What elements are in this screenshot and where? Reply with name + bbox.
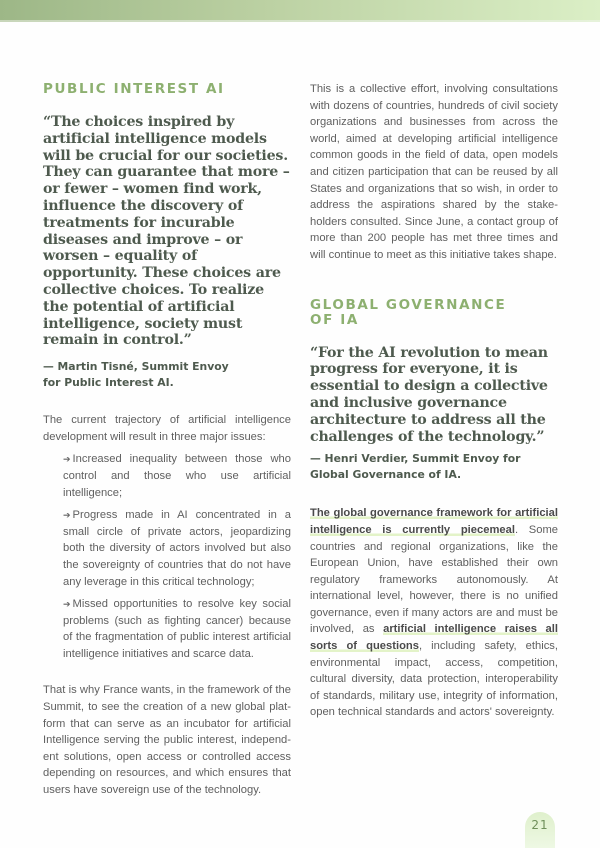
highlighted-text: artificial intelligence raises all sorts of questions [310, 623, 558, 653]
closing-paragraph: That is why France wants, in the framework of the Summit, to see the creation of a new global platform that can serve as an incubator for artificial Intelligence serving the public interest, independent solutions, open access or controlled access depending on resources, and which ensures that users have sovereign use of the technology. [43, 684, 291, 797]
pull-quote: “For the AI revolution to mean progress for everyone, it is essential to design a collective and inclusive governance architecture to address all the challenges of the technology.” [310, 344, 548, 445]
governance-paragraph: The global governance framework for artificial intelligence is currently piecemeal. Some countries and regional organizations, like the European Union, have established their own regulatory frameworks autonomously. At international level, however, there is no unified governance, even if many actors are and must be involved, as artificial intelligence raises all sorts of questions, including safety, ethics, environmental impact, access, competition, cultural diversity, data protection, interoperability of standards, military use, integrity of information, open technical standards and actors' sovereignty. [310, 507, 559, 719]
header-divider [0, 20, 600, 22]
arrow-right-icon: ➔ [63, 454, 71, 465]
arrow-right-icon: ➔ [63, 599, 71, 610]
list-item: ➔ Increased inequality between those who control and those who use artificial intelligence; [63, 453, 291, 499]
page-number: 21 [531, 818, 549, 832]
highlighted-text: The global governance framework for artificial intelligence is currently piecemeal [310, 507, 558, 536]
section-heading-global-governance: GLOBAL GOVERNANCE OF IA [310, 296, 507, 328]
intro-paragraph: The current trajectory of artificial intelligence development will result in three major issues: [43, 414, 291, 443]
collective-effort-paragraph: This is a collective effort, involving consultations with dozens of countries, hundreds of civil society organizations and businesses from across the world, aimed at developing artificial intelligence common goods in the field of data, open models and citizen participation that can be reused by all States and organizations that so wish, in order to address the aspirations shared by the stakeholders consulted. Since June, a contact group of more than 200 people has met three times and will continue to meet as this initiative takes shape. [310, 83, 558, 261]
list-item: ➔ Progress made in AI concentrated in a small circle of private actors, jeopardizing both the diversity of actors involved but also the sovereignty of countries that do not have any leverage in this critical technology; [63, 509, 291, 588]
quote-attribution: — Martin Tisné, Summit Envoy for Public Interest AI. [43, 360, 229, 390]
list-item: ➔ Missed opportunities to resolve key social problems (such as fighting cancer) because of the fragmentation of public interest artificial intelligence initiatives and scarce data. [63, 598, 291, 660]
header-gradient-bar [0, 0, 600, 20]
right-column [310, 82, 558, 721]
page-number-tab [525, 812, 555, 848]
arrow-right-icon: ➔ [63, 510, 71, 521]
pull-quote: “The choices inspired by artificial intelligence models will be crucial for our societies. They can guarantee that more – or fewer – women find work, influence the discovery of treatments for incurable diseases and improve – or worsen – equality of opportunity. These choices are collective choices. To realize the potential of artificial intelligence, society must remain in control.” [43, 114, 290, 349]
left-column [43, 82, 291, 799]
section-heading-public-interest-ai: PUBLIC INTEREST AI [43, 81, 225, 97]
quote-attribution: — Henri Verdier, Summit Envoy for Global Governance of IA. [310, 452, 521, 482]
